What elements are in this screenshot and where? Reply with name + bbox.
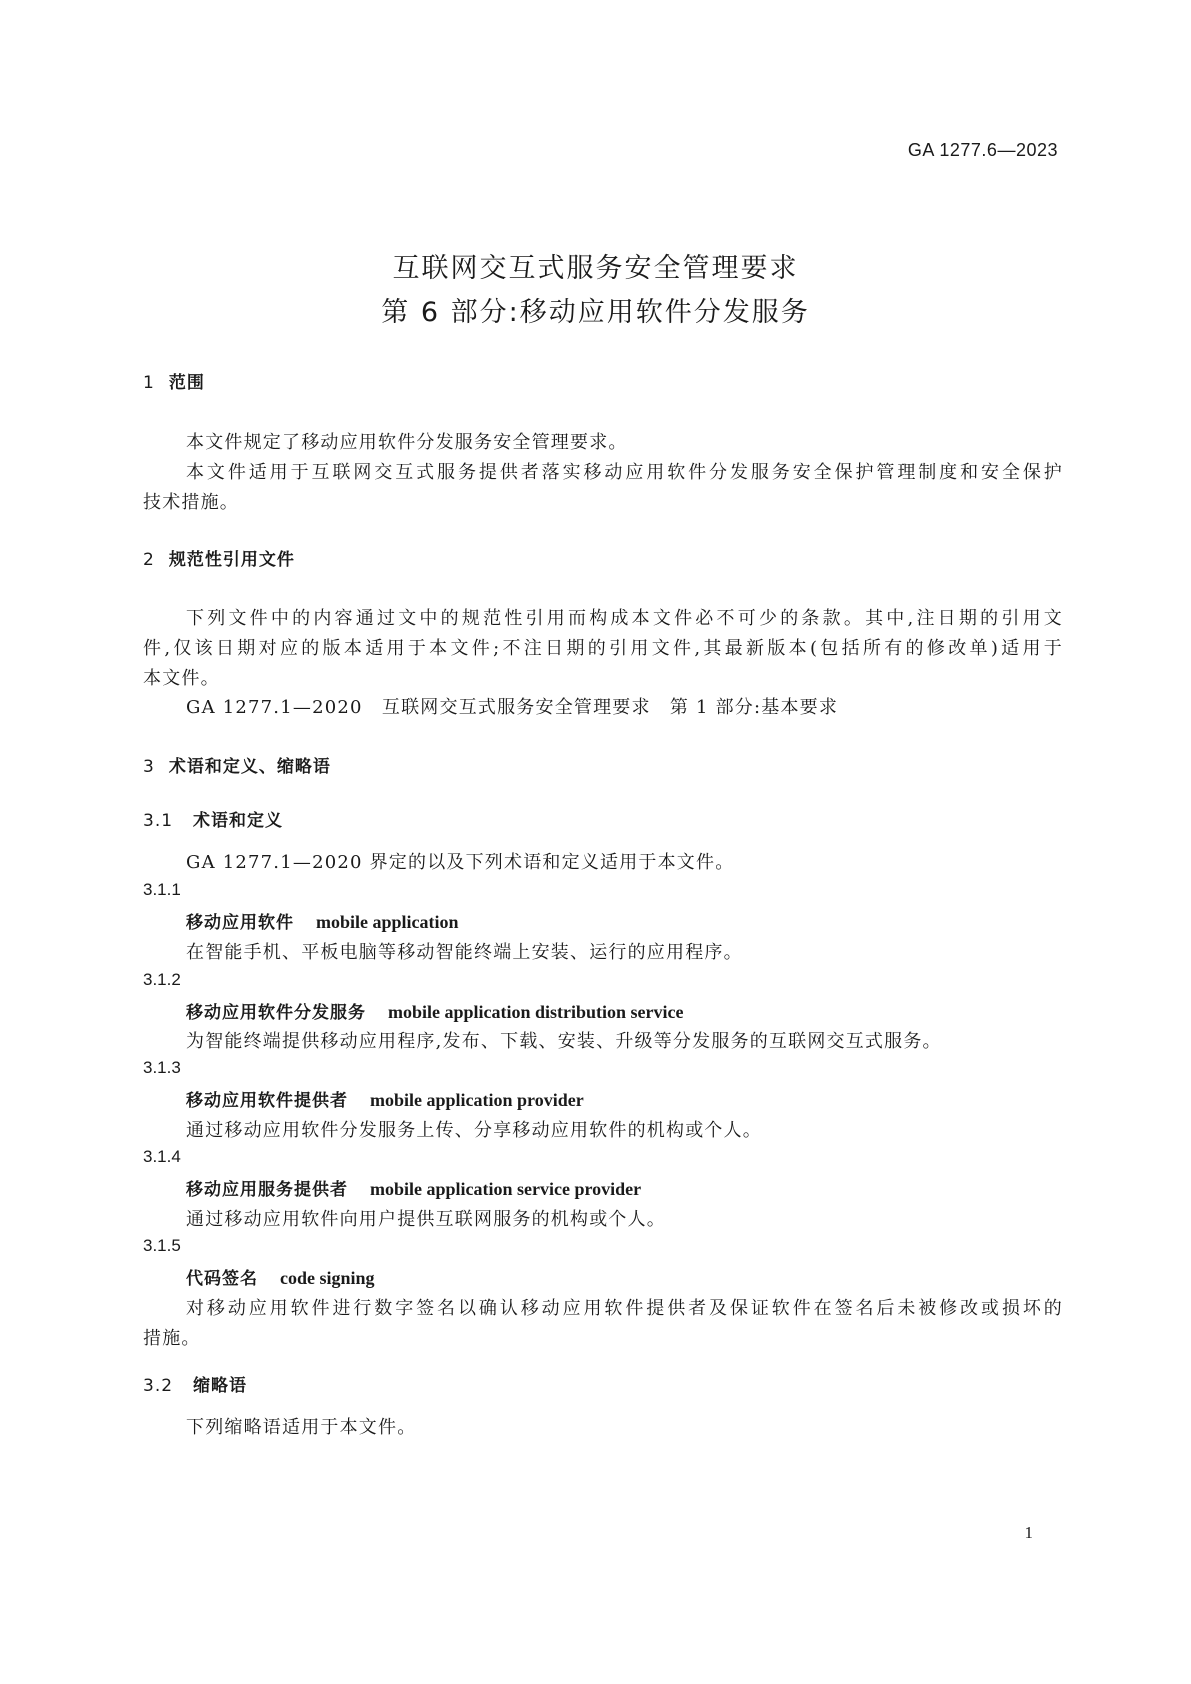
section-number: 3.1 — [143, 811, 174, 831]
section-3-1-heading — [143, 806, 283, 831]
section-3-heading — [143, 752, 331, 777]
section-title: 缩略语 — [193, 1376, 248, 1396]
section-title: 范围 — [168, 373, 205, 393]
term-en: mobile application service provider — [370, 1179, 642, 1199]
paragraph-line: 技术措施。 — [143, 492, 239, 513]
paragraph: 下列缩略语适用于本文件。 — [186, 1417, 417, 1438]
section-number: 2 — [143, 550, 155, 570]
term-zh: 移动应用软件提供者 — [186, 1091, 348, 1111]
paragraph-line: 本文件适用于互联网交互式服务提供者落实移动应用软件分发服务安全保护管理制度和安全保护 — [186, 462, 1063, 483]
term-en: mobile application provider — [370, 1090, 584, 1110]
term-definition: 为智能终端提供移动应用程序,发布、下载、安装、升级等分发服务的互联网交互式服务。 — [186, 1031, 942, 1052]
document-title-line2: 第 6 部分:移动应用软件分发服务 — [381, 297, 810, 328]
term-number: 3.1.5 — [143, 1236, 181, 1255]
term-entry — [186, 908, 459, 933]
term-entry — [186, 1264, 375, 1289]
paragraph-line: 下列文件中的内容通过文中的规范性引用而构成本文件必不可少的条款。其中,注日期的引用文 — [186, 608, 1063, 629]
term-definition-line: 措施。 — [143, 1328, 201, 1349]
term-en: mobile application — [316, 912, 459, 932]
term-definition: 通过移动应用软件向用户提供互联网服务的机构或个人。 — [186, 1209, 666, 1230]
term-en: mobile application distribution service — [388, 1002, 684, 1022]
term-zh: 移动应用软件 — [186, 913, 294, 933]
paragraph-line: 件,仅该日期对应的版本适用于本文件;不注日期的引用文件,其最新版本(包括所有的修改单)适用于 — [143, 638, 1063, 659]
section-title: 规范性引用文件 — [168, 550, 295, 570]
section-3-2-heading — [143, 1371, 247, 1396]
term-entry — [186, 998, 684, 1023]
term-definition: 对移动应用软件进行数字签名以确认移动应用软件提供者及保证软件在签名后未被修改或损坏的 — [186, 1298, 1063, 1319]
normative-reference: GA 1277.1—2020 互联网交互式服务安全管理要求 第 1 部分:基本要求 — [186, 697, 839, 718]
term-number: 3.1.4 — [143, 1147, 181, 1166]
standard-code: GA 1277.6—2023 — [907, 140, 1058, 160]
term-number: 3.1.1 — [143, 880, 181, 899]
section-1-heading — [143, 368, 205, 393]
section-2-heading — [143, 545, 295, 570]
section-number: 1 — [143, 373, 155, 393]
document-title-line1: 互联网交互式服务安全管理要求 — [392, 253, 799, 284]
term-zh: 移动应用软件分发服务 — [186, 1003, 366, 1023]
term-zh: 代码签名 — [186, 1269, 258, 1289]
term-definition: 在智能手机、平板电脑等移动智能终端上安装、运行的应用程序。 — [186, 942, 743, 963]
section-number: 3 — [143, 757, 155, 777]
term-zh: 移动应用服务提供者 — [186, 1180, 348, 1200]
section-title: 术语和定义 — [193, 811, 284, 831]
term-entry — [186, 1175, 641, 1200]
paragraph: 本文件规定了移动应用软件分发服务安全管理要求。 — [186, 432, 628, 453]
term-definition: 通过移动应用软件分发服务上传、分享移动应用软件的机构或个人。 — [186, 1120, 762, 1141]
term-en: code signing — [280, 1268, 375, 1288]
term-number: 3.1.3 — [143, 1058, 181, 1077]
paragraph: GA 1277.1—2020 界定的以及下列术语和定义适用于本文件。 — [186, 852, 735, 873]
term-entry — [186, 1086, 584, 1111]
section-title: 术语和定义、缩略语 — [168, 757, 331, 777]
paragraph-line: 本文件。 — [143, 668, 220, 689]
section-number: 3.2 — [143, 1376, 174, 1396]
page-number: 1 — [1024, 1523, 1033, 1542]
term-number: 3.1.2 — [143, 970, 181, 989]
